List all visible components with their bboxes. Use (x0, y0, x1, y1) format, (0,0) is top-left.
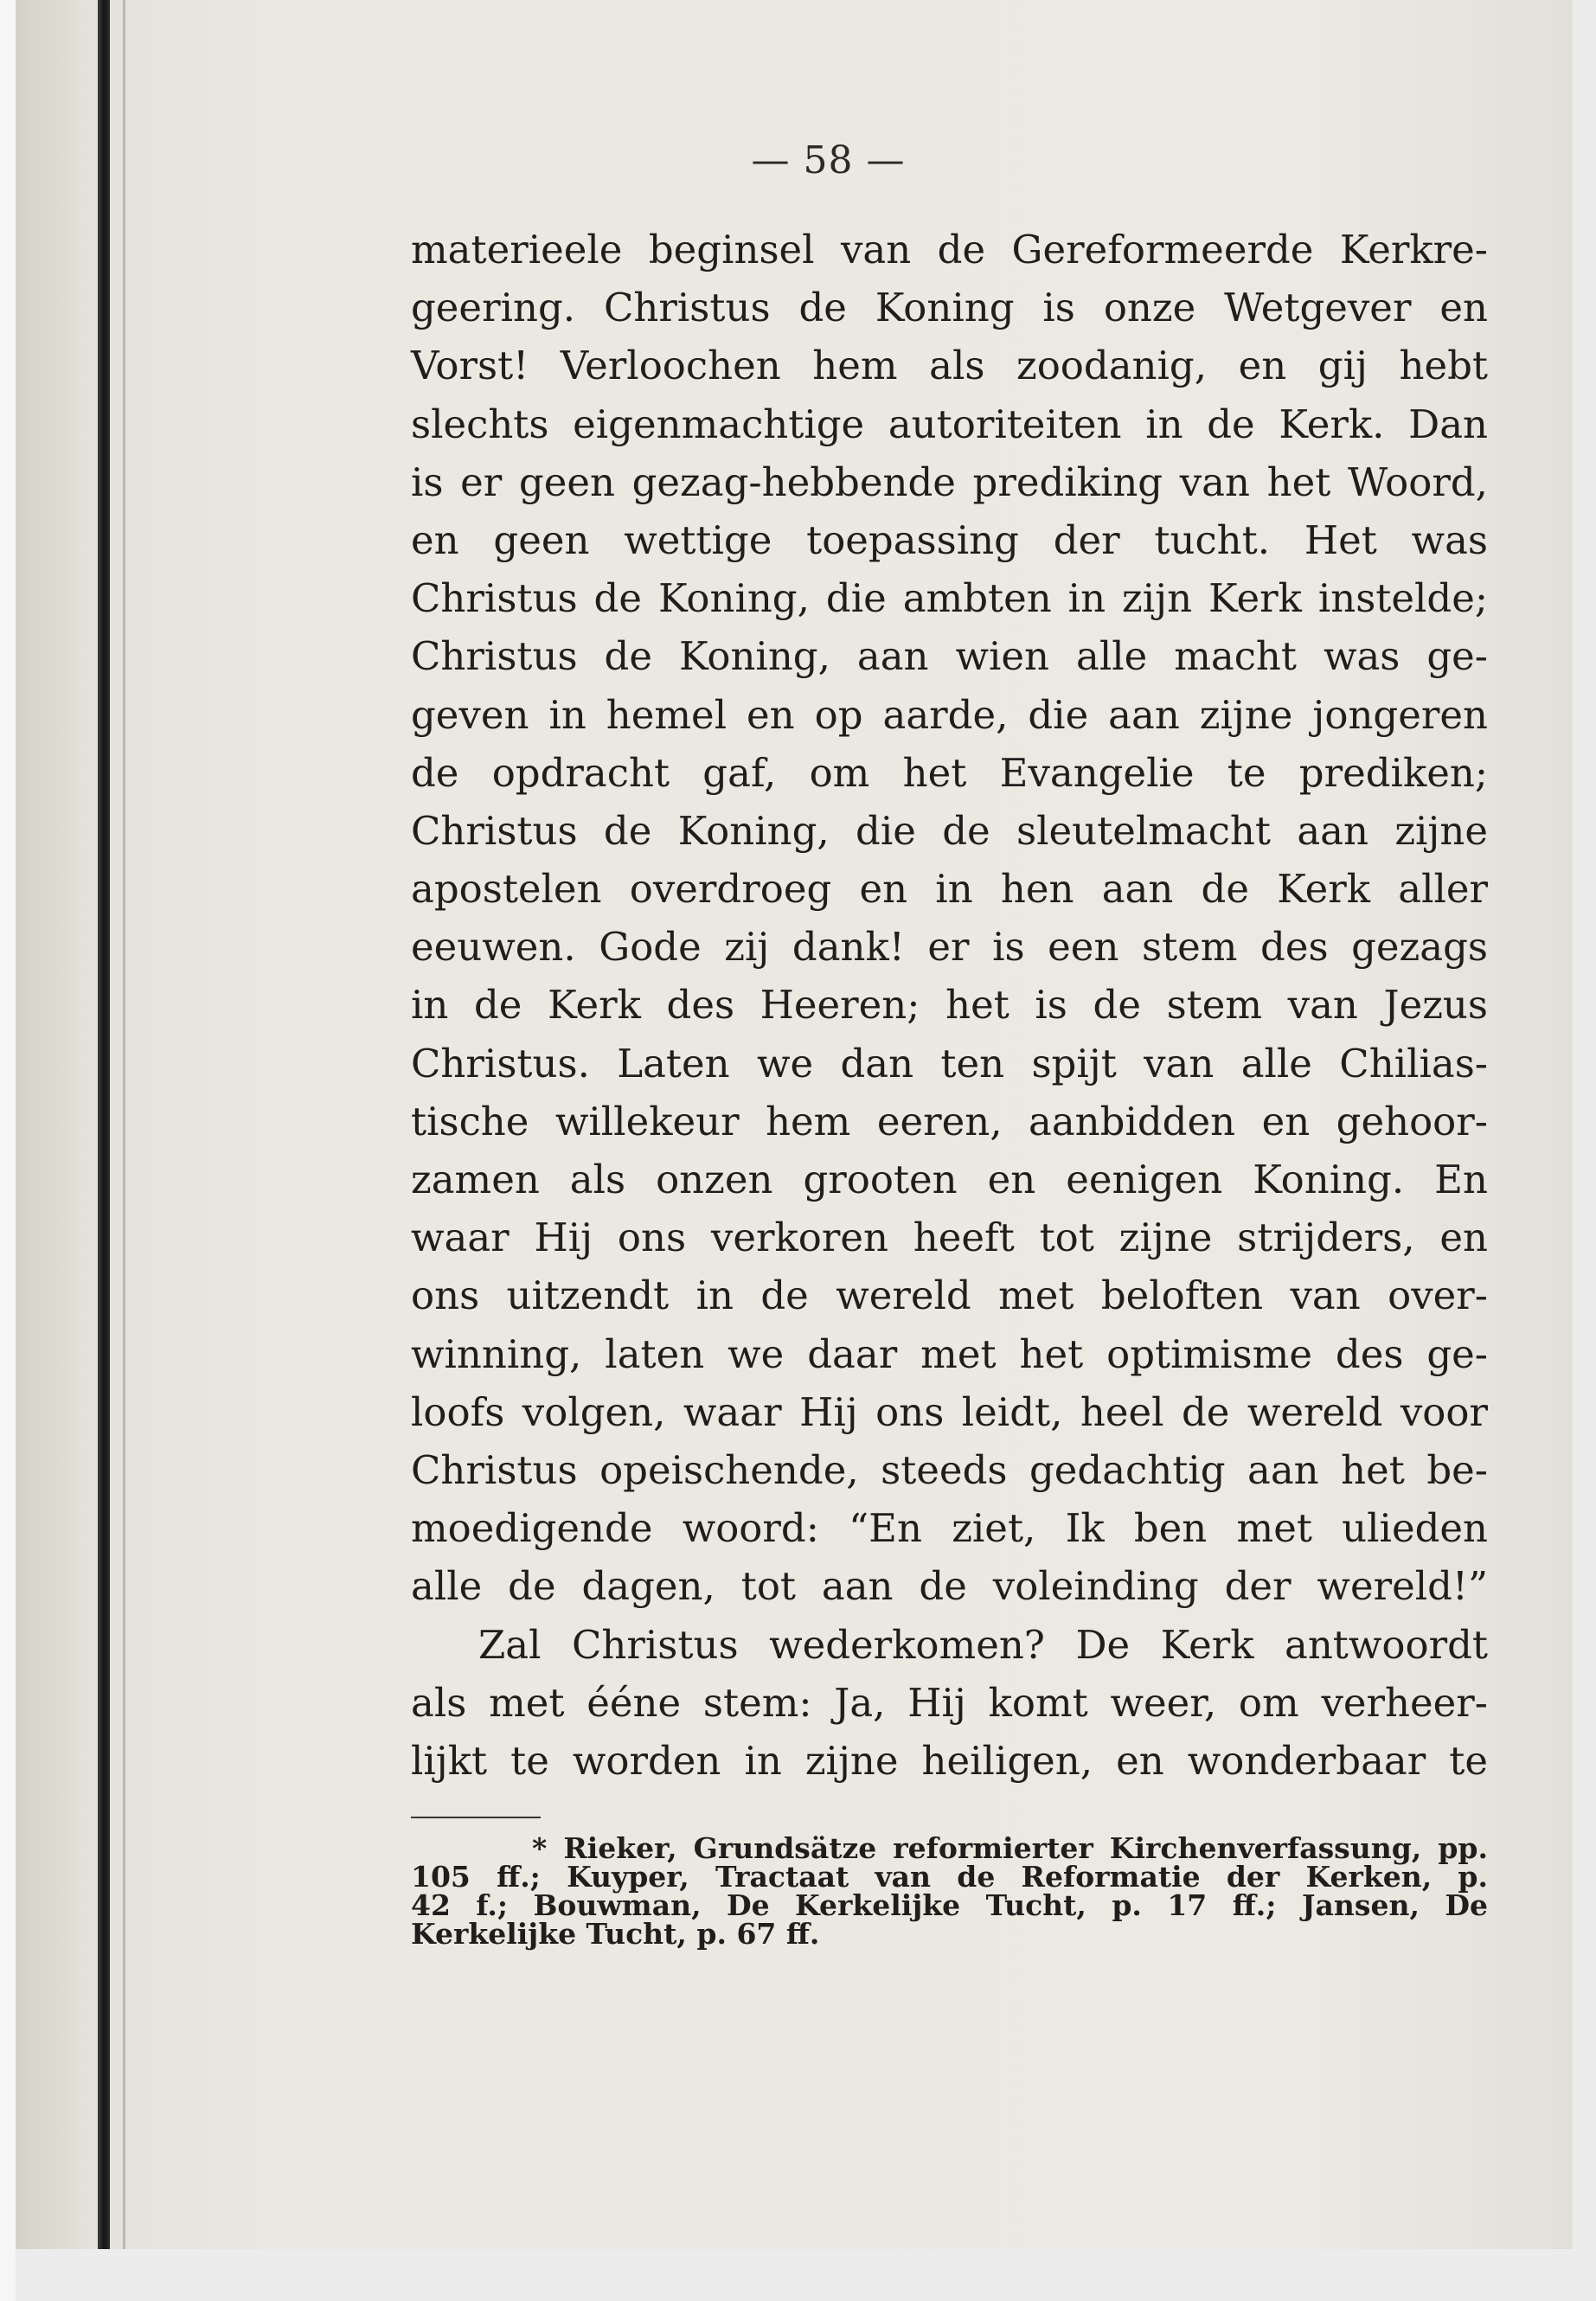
text-line: tische willekeur hem eeren, aanbidden en gehoor- (411, 1098, 1488, 1144)
scan-left-margin (0, 0, 16, 2301)
text-line: Christus de Koning, die ambten in zijn Kerk instelde; (411, 575, 1488, 622)
footnote-line: * Rieker, Grundsätze reformierter Kirchenverfassung, pp. (532, 1831, 1488, 1865)
text-line-paragraph-start: Zal Christus wederkomen? De Kerk antwoordt (478, 1621, 1488, 1668)
text-line: moedigende woord: “En ziet, Ik ben met ulieden (411, 1505, 1488, 1552)
book-gutter-line (123, 0, 125, 2249)
footnote-line: 105 ff.; Kuyper, Tractaat van de Reformatie der Kerken, p. (411, 1860, 1488, 1894)
text-line: Christus de Koning, die de sleutelmacht aan zijne (411, 807, 1488, 854)
text-line: apostelen overdroeg en in hen aan de Kerk aller (411, 866, 1488, 913)
text-line: slechts eigenmachtige autoriteiten in de Kerk. Dan (411, 401, 1488, 447)
text-line: lijkt te worden in zijne heiligen, en wonderbaar te (411, 1737, 1488, 1784)
text-line: is er geen gezag-hebbende prediking van het Woord, (411, 458, 1488, 505)
text-line: geven in hemel en op aarde, die aan zijne jongeren (411, 691, 1488, 738)
text-line: als met ééne stem: Ja, Hij komt weer, om verheer- (411, 1679, 1488, 1726)
text-line: Vorst! Verloochen hem als zoodanig, en gij hebt (411, 343, 1488, 389)
text-line: Christus. Laten we dan ten spijt van alle Chilias- (411, 1040, 1488, 1086)
footnote-line: 42 f.; Bouwman, De Kerkelijke Tucht, p. 17 ff.; Jansen, De (411, 1888, 1488, 1922)
footnote-line: Kerkelijke Tucht, p. 67 ff. (411, 1917, 820, 1951)
text-line: en geen wettige toepassing der tucht. Het was (411, 516, 1488, 563)
text-line: geering. Christus de Koning is onze Wetgever en (411, 285, 1488, 331)
page-number: — 58 — (751, 138, 906, 183)
text-line: waar Hij ons verkoren heeft tot zijne strijders, en (411, 1215, 1488, 1261)
text-line: Christus opeischende, steeds gedachtig aan het be- (411, 1446, 1488, 1493)
text-line: eeuwen. Gode zij dank! er is een stem des gezags (411, 924, 1488, 971)
text-line: ons uitzendt in de wereld met beloften van over- (411, 1272, 1488, 1319)
text-line: loofs volgen, waar Hij ons leidt, heel de wereld voor (411, 1388, 1488, 1435)
footnote-divider (411, 1817, 541, 1818)
text-line: zamen als onzen grooten en eenigen Koning. En (411, 1157, 1488, 1202)
text-line: alle de dagen, tot aan de voleinding der wereld!” (411, 1563, 1488, 1610)
text-line: in de Kerk des Heeren; het is de stem van Jezus (411, 982, 1488, 1029)
book-spine-shadow (98, 0, 110, 2249)
text-line: Christus de Koning, aan wien alle macht was ge- (411, 633, 1488, 680)
text-line: de opdracht gaf, om het Evangelie te prediken; (411, 749, 1488, 796)
body-text (411, 221, 1488, 1790)
text-line: materieele beginsel van de Gereformeerde Kerkre- (411, 227, 1488, 272)
footnote (411, 1831, 1488, 1951)
text-line: winning, laten we daar met het optimisme des ge- (411, 1330, 1488, 1377)
